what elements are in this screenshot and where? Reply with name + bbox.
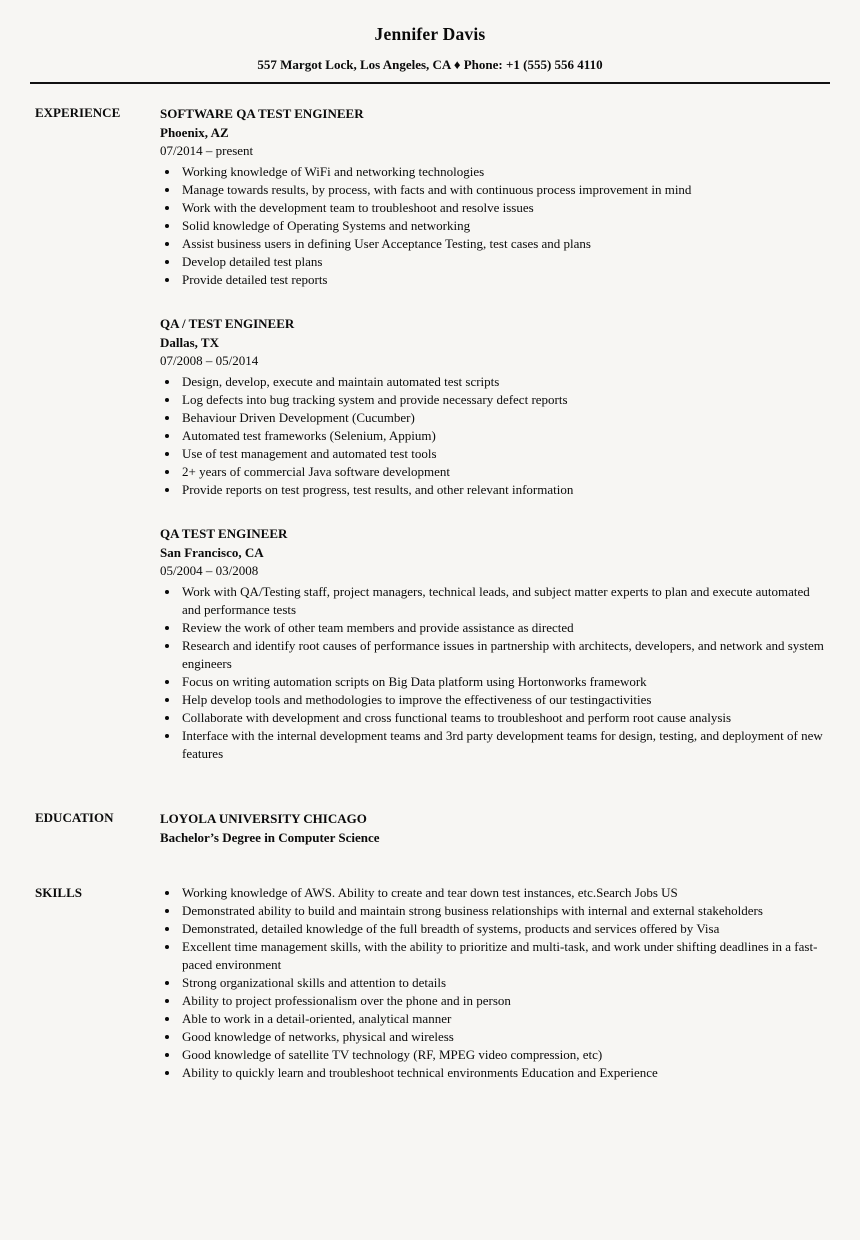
bullet-item: • Provide detailed test reports xyxy=(180,271,828,289)
contact-line: 557 Margot Lock, Los Angeles, CA ♦ Phone: +1 (555) 556 4110 xyxy=(257,57,603,72)
bullet-item: • 2+ years of commercial Java software development xyxy=(180,463,828,481)
section-education xyxy=(35,809,828,847)
bullet-item: • Focus on writing automation scripts on Big Data platform using Hortonworks framework xyxy=(180,673,828,691)
bullet-item: • Research and identify root causes of performance issues in partnership with architects, developers, and network and system engineers xyxy=(180,637,828,673)
bullet-item: • Work with the development team to troubleshoot and resolve issues xyxy=(180,199,828,217)
bullet-item: • Collaborate with development and cross functional teams to troubleshoot and perform root cause analysis xyxy=(180,709,828,727)
job-entry xyxy=(160,524,828,763)
job-entry xyxy=(160,314,828,499)
bullet-item: • Demonstrated ability to build and maintain strong business relationships with internal and external stakeholders xyxy=(180,902,828,920)
bullet-item: • Able to work in a detail-oriented, analytical manner xyxy=(180,1010,828,1028)
bullet-item: • Work with QA/Testing staff, project managers, technical leads, and subject matter experts to plan and execute automated and performance tests xyxy=(180,583,828,619)
bullet-item: • Good knowledge of satellite TV technology (RF, MPEG video compression, etc) xyxy=(180,1046,828,1064)
degree-name: Bachelor’s Degree in Computer Science xyxy=(160,830,380,845)
section-label-education: EDUCATION xyxy=(35,810,114,825)
bullet-item: • Working knowledge of WiFi and networking technologies xyxy=(180,163,828,181)
bullet-item: • Develop detailed test plans xyxy=(180,253,828,271)
resume-header xyxy=(0,0,860,73)
job-location: San Francisco, CA xyxy=(160,545,264,560)
experience-content xyxy=(160,104,828,763)
skills-content xyxy=(160,884,828,1082)
bullet-item: • Automated test frameworks (Selenium, Appium) xyxy=(180,427,828,445)
bullet-item: • Interface with the internal development teams and 3rd party development teams for design, testing, and deployment of new features xyxy=(180,727,828,763)
bullet-item: • Provide reports on test progress, test results, and other relevant information xyxy=(180,481,828,499)
bullet-item: • Good knowledge of networks, physical and wireless xyxy=(180,1028,828,1046)
bullet-item: • Ability to project professionalism over the phone and in person xyxy=(180,992,828,1010)
job-dates: 07/2008 – 05/2014 xyxy=(160,353,259,368)
job-dates: 05/2004 – 03/2008 xyxy=(160,563,259,578)
skills-list xyxy=(160,884,828,1082)
job-dates: 07/2014 – present xyxy=(160,143,254,158)
job-entry xyxy=(160,104,828,289)
bullet-item: • Review the work of other team members and provide assistance as directed xyxy=(180,619,828,637)
candidate-name: Jennifer Davis xyxy=(374,24,486,44)
resume-body xyxy=(0,84,860,1082)
bullet-item: • Behaviour Driven Development (Cucumber) xyxy=(180,409,828,427)
bullet-item: • Log defects into bug tracking system and provide necessary defect reports xyxy=(180,391,828,409)
bullet-item: • Working knowledge of AWS. Ability to create and tear down test instances, etc.Search Jobs US xyxy=(180,884,828,902)
job-location: Phoenix, AZ xyxy=(160,125,229,140)
section-label-skills: SKILLS xyxy=(35,885,82,900)
bullet-item: • Solid knowledge of Operating Systems and networking xyxy=(180,217,828,235)
job-location: Dallas, TX xyxy=(160,335,219,350)
bullet-item: • Design, develop, execute and maintain automated test scripts xyxy=(180,373,828,391)
bullet-item: • Manage towards results, by process, with facts and with continuous process improvement in mind xyxy=(180,181,828,199)
job-bullets xyxy=(160,163,828,289)
job-title: QA / TEST ENGINEER xyxy=(160,316,295,331)
bullet-item: • Excellent time management skills, with the ability to prioritize and multi-task, and work under shifting deadlines in a fast-paced environment xyxy=(180,938,828,974)
bullet-item: • Use of test management and automated test tools xyxy=(180,445,828,463)
job-bullets xyxy=(160,583,828,763)
job-bullets xyxy=(160,373,828,499)
section-label-experience: EXPERIENCE xyxy=(35,105,121,120)
bullet-item: • Assist business users in defining User Acceptance Testing, test cases and plans xyxy=(180,235,828,253)
education-content xyxy=(160,809,828,847)
section-experience xyxy=(35,104,828,763)
job-title: QA TEST ENGINEER xyxy=(160,526,288,541)
job-title: SOFTWARE QA TEST ENGINEER xyxy=(160,106,364,121)
bullet-item: • Ability to quickly learn and troubleshoot technical environments Education and Experience xyxy=(180,1064,828,1082)
section-skills xyxy=(35,884,828,1082)
bullet-item: • Strong organizational skills and attention to details xyxy=(180,974,828,992)
bullet-item: • Help develop tools and methodologies to improve the effectiveness of our testingactivities xyxy=(180,691,828,709)
bullet-item: • Demonstrated, detailed knowledge of the full breadth of systems, products and services offered by Visa xyxy=(180,920,828,938)
school-name: LOYOLA UNIVERSITY CHICAGO xyxy=(160,811,367,826)
